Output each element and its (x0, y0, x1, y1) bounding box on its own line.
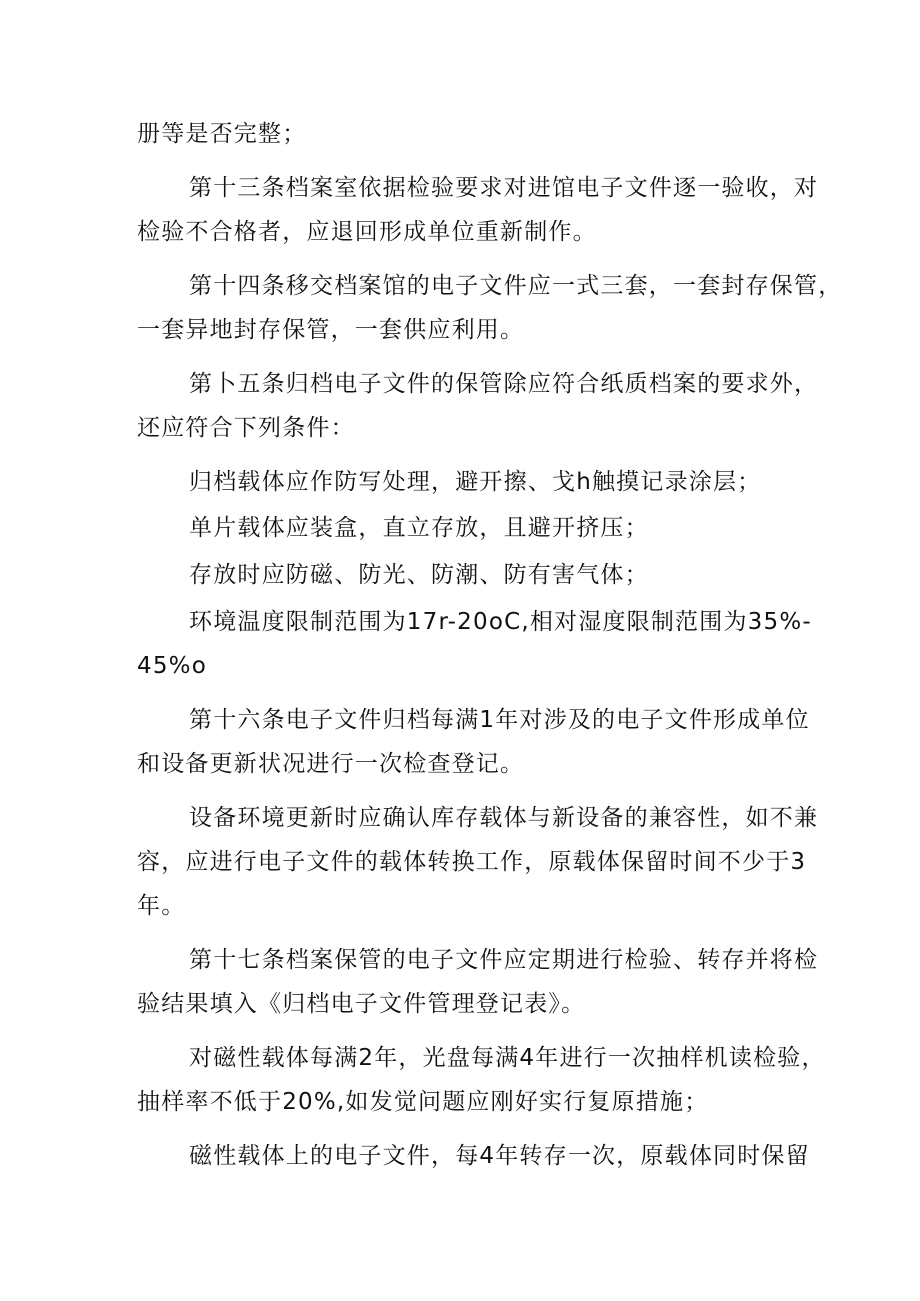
text-line: 册等是否完整； (137, 121, 307, 147)
text-line: 一套异地封存保管，一套供应利用。 (137, 317, 525, 343)
text-line: 存放时应防磁、防光、防潮、防有害气体； (189, 562, 649, 588)
text-line: 还应符合下列条件： (137, 415, 355, 441)
text-line: 单片载体应装盒，直立存放，且避开挤压； (189, 515, 649, 541)
text-line: 抽样率不低于20%,如发觉问题应刚好实行复原措施； (137, 1089, 709, 1115)
text-line: 验结果填入《归档电子文件管理登记表》。 (137, 991, 586, 1017)
text-line: 第十七条档案保管的电子文件应定期进行检验、转存并将检 (189, 947, 819, 973)
text-line: 45%o (137, 653, 207, 679)
text-line: 第十四条移交档案馆的电子文件应一式三套，一套封存保管， (189, 273, 843, 299)
text-line: 年。 (137, 893, 186, 919)
text-line: 磁性载体上的电子文件，每4年转存一次，原载体同时保留 (189, 1143, 810, 1169)
text-line: 归档载体应作防写处理，避开擦、戈h触摸记录涂层； (189, 469, 762, 495)
text-line: 第十六条电子文件归档每满1年对涉及的电子文件形成单位 (189, 707, 810, 733)
text-line: 设备环境更新时应确认库存载体与新设备的兼容性，如不兼 (189, 805, 819, 831)
text-line: 对磁性载体每满2年，光盘每满4年进行一次抽样机读检验， (189, 1045, 826, 1071)
text-line: 第卜五条归档电子文件的保管除应符合纸质档案的要求外， (189, 371, 819, 397)
text-line: 环境温度限制范围为17r-20oC,相对湿度限制范围为35%- (189, 609, 812, 635)
text-line: 容，应进行电子文件的载体转换工作，原载体保留时间不少于3 (137, 849, 807, 875)
text-line: 检验不合格者，应退回形成单位重新制作。 (137, 219, 597, 245)
text-line: 和设备更新状况进行一次检查登记。 (137, 751, 525, 777)
text-line: 第十三条档案室依据检验要求对进馆电子文件逐一验收，对 (189, 175, 819, 201)
